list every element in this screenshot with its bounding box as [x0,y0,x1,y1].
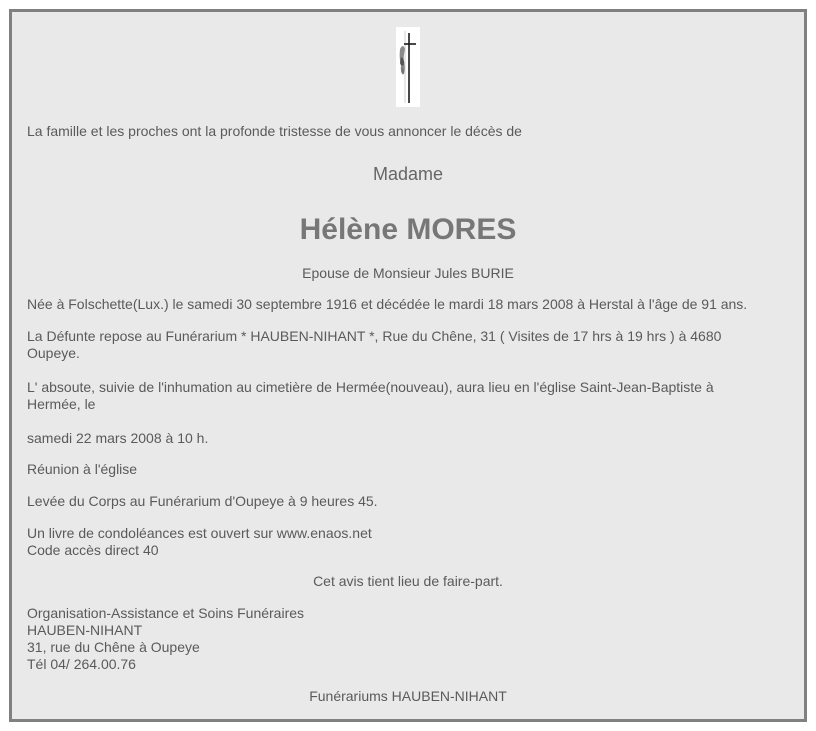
ceremony-line-2: Hermée, le [27,396,96,412]
organization-line-4: Tél 04/ 264.00.76 [27,656,136,672]
organization-line-3: 31, rue du Chêne à Oupeye [27,639,200,655]
condolences-line-2: Code accès direct 40 [27,542,159,558]
organization-line-2: HAUBEN-NIHANT [27,622,143,638]
obituary-card [9,9,807,722]
cross-emblem-icon [396,27,420,107]
intro-text: La famille et les proches ont la profonde tristesse de vous annoncer le décès de [27,123,522,139]
levee-line: Levée du Corps au Funérarium d'Oupeye à 9 heures 45. [27,493,378,509]
condolences-line-1: Un livre de condoléances est ouvert sur www.enaos.net [27,525,372,541]
organization-line-1: Organisation-Assistance et Soins Funéraires [27,605,305,621]
ceremony-line-1: L' absoute, suivie de l'inhumation au cimetière de Hermée(nouveau), aura lieu en l'église Saint-Jean-Baptiste à [27,379,714,395]
birth-death-line: Née à Folschette(Lux.) le samedi 30 septembre 1916 et décédée le mardi 18 mars 2008 à Herstal à l'âge de 91 ans. [27,296,748,312]
ceremony-date: samedi 22 mars 2008 à 10 h. [27,430,209,446]
deceased-name: Hélène MORES [299,213,517,246]
footer-line: Funérariums HAUBEN-NIHANT [309,688,507,704]
spouse-line: Epouse de Monsieur Jules BURIE [302,265,514,281]
honorific-title: Madame [372,164,444,184]
notice-line: Cet avis tient lieu de faire-part. [313,573,503,589]
rest-line-2: Oupeye. [27,345,80,361]
rest-line-1: La Défunte repose au Funérarium * HAUBEN-NIHANT *, Rue du Chêne, 31 ( Visites de 17 hrs à 19 hrs ) à 4680 [27,328,722,344]
meeting-line: Réunion à l'église [27,461,138,477]
